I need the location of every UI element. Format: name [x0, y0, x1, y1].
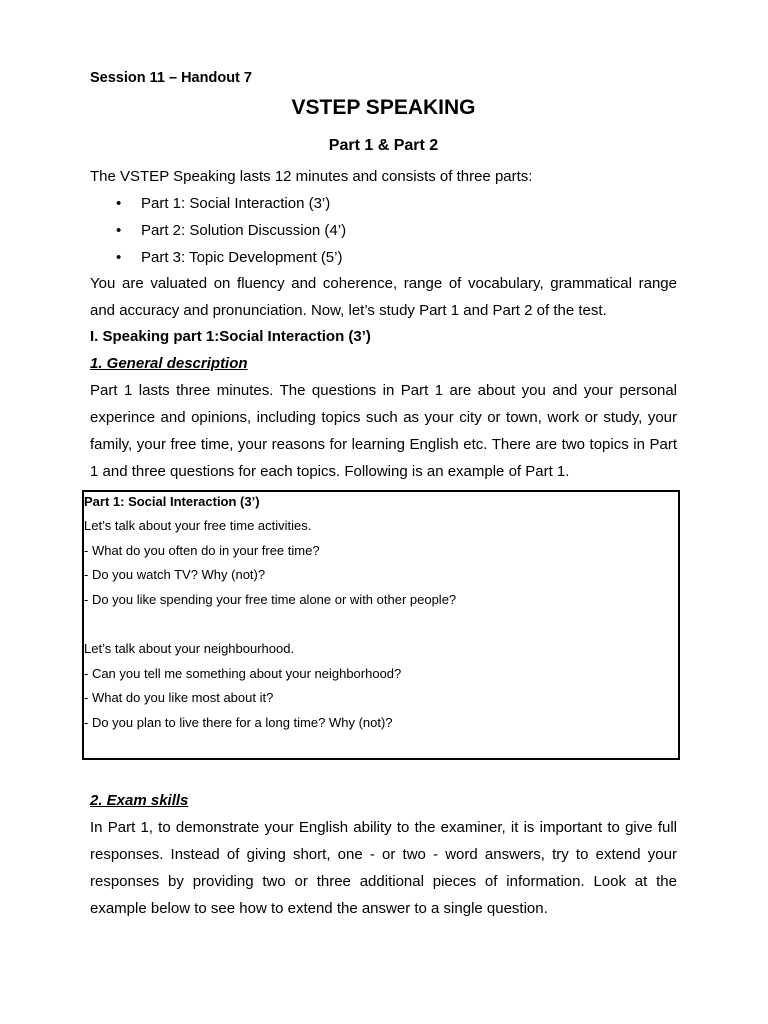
valuation-paragraph: You are valuated on fluency and coherence, range of vocabulary, grammatical range and accuracy and pronunciation. Now, let’s study Part 1 and Part 2 of the test.	[90, 275, 677, 319]
topic-intro: Let’s talk about your neighbourhood.	[84, 640, 295, 656]
question-line: - What do you often do in your free time?	[84, 542, 320, 558]
bullet-dot-icon: •	[116, 195, 122, 212]
general-description-heading: 1. General description	[90, 355, 248, 372]
example-box	[82, 490, 680, 760]
list-item	[90, 217, 677, 244]
intro-paragraph: The VSTEP Speaking lasts 12 minutes and consists of three parts:	[90, 168, 533, 185]
bullet-dot-icon: •	[116, 222, 122, 239]
spacer	[84, 615, 674, 640]
question-line: - Do you watch TV? Why (not)?	[84, 567, 266, 583]
page-title: VSTEP SPEAKING	[291, 96, 476, 119]
page-subtitle: Part 1 & Part 2	[328, 137, 439, 154]
example-box-title: Part 1: Social Interaction (3’)	[84, 494, 260, 509]
exam-skills-paragraph: In Part 1, to demonstrate your English ability to the examiner, it is important to give full responses. Instead of giving short, one - or two - word answers, try to extend your responses by providing two or three additional pieces of information. Look at the example below to see how to extend the answer to a single question.	[90, 819, 677, 917]
exam-skills-heading: 2. Exam skills	[90, 792, 189, 809]
general-description-paragraph: Part 1 lasts three minutes. The questions in Part 1 are about you and your personal experince and opinions, including topics such as your city or town, work or study, your family, your free time, your reasons for learning English etc. There are two topics in Part 1 and three questions for each topics. Following is an example of Part 1.	[90, 382, 677, 480]
bullet-dot-icon: •	[116, 249, 122, 266]
list-item-text: Part 2: Solution Discussion (4’)	[141, 222, 347, 239]
list-item	[90, 244, 677, 271]
list-item	[90, 190, 677, 217]
list-item-text: Part 3: Topic Development (5’)	[141, 249, 343, 266]
question-line: - What do you like most about it?	[84, 690, 274, 706]
parts-list	[90, 190, 677, 271]
topic-intro: Let’s talk about your free time activities.	[84, 518, 312, 533]
session-label: Session 11 – Handout 7	[90, 70, 252, 86]
section-heading-part1: I. Speaking part 1:Social Interaction (3’)	[90, 328, 371, 345]
question-line: - Do you plan to live there for a long time? Why (not)?	[84, 714, 393, 730]
question-line: - Can you tell me something about your neighborhood?	[84, 665, 402, 681]
list-item-text: Part 1: Social Interaction (3’)	[141, 195, 331, 212]
question-line: - Do you like spending your free time alone or with other people?	[84, 591, 457, 607]
